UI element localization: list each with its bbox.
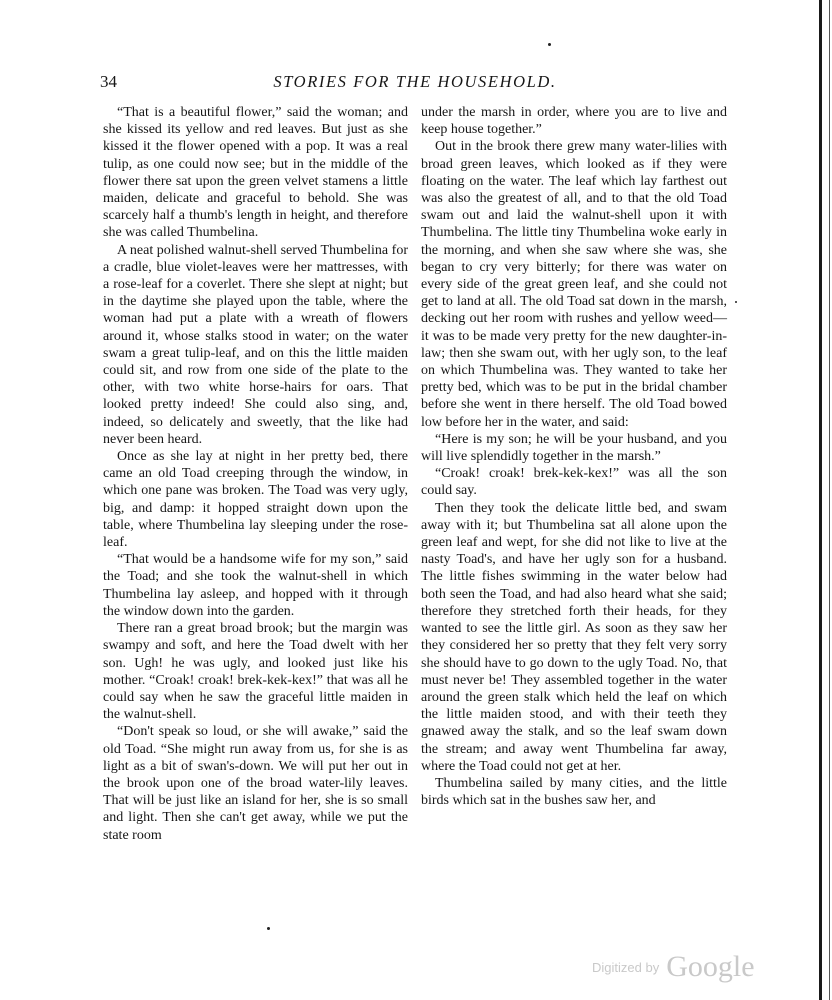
paragraph: “Here is my son; he will be your husband, and you will live splendidly together in the marsh.” — [421, 431, 727, 465]
paragraph: Then they took the delicate little bed, and swam away with it; but Thumbelina sat all alone upon the green leaf and wept, for she did not like to live at the nasty Toad's, and have her ugly son for a husband. The little fishes swimming in the water below had both seen the Toad, and had also heard what she said; therefore they stretched forth their heads, for they wanted to see the little girl. As soon as they saw her they considered her so pretty that they felt very sorry she should have to go down to the ugly Toad. No, that must never be! They assembled together in the water around the green stalk which held the leaf on which the little maiden stood, and with their teeth they gnawed away the stalk, and so the leaf swam down the stream; and away went Thumbelina far away, where the Toad could not get at her. — [421, 500, 727, 774]
page-number: 34 — [100, 72, 117, 91]
left-column — [103, 104, 408, 844]
paragraph: “That would be a handsome wife for my son,” said the Toad; and she took the walnut-shell in which Thumbelina lay asleep, and hopped with it through the window down into the garden. — [103, 552, 408, 619]
paragraph-continued: under the marsh in order, where you are to live and keep house together.” — [421, 105, 727, 138]
google-logo: Google — [666, 950, 755, 983]
paragraph: “Don't speak so loud, or she will awake,” said the old Toad. “She might run away from us, for she is as light as a bit of swan's-down. We will put her out in the brook upon one of the broad water-lily leaves. That will be just like an island for her, she is so small and light. Then she can't get away, while we put the state room — [103, 724, 408, 843]
paragraph: Thumbelina sailed by many cities, and the little birds which sat in the bushes saw her, and — [421, 775, 727, 809]
watermark-prefix: Digitized by — [592, 960, 660, 975]
paragraph: Once as she lay at night in her pretty bed, there came an old Toad creeping through the window, in which one pane was broken. The Toad was very ugly, big, and damp: it hopped straight down upon the table, where Thumbelina lay sleeping under the rose-leaf. — [103, 449, 408, 551]
paragraph: There ran a great broad brook; but the margin was swampy and soft, and here the Toad dwelt with her son. Ugh! he was ugly, and looked just like his mother. “Croak! croak! brek-kek-kex!” that was all he could say when he saw the graceful little maiden in the walnut-shell. — [103, 621, 408, 723]
print-speck — [735, 301, 737, 303]
page-edge-line — [829, 0, 830, 1000]
print-speck — [267, 927, 270, 930]
right-column — [421, 104, 727, 809]
page-edge-line — [819, 0, 822, 1000]
running-head: STORIES FOR THE HOUSEHOLD. — [273, 72, 557, 91]
paragraph: “Croak! croak! brek-kek-kex!” was all the son could say. — [421, 466, 727, 499]
paragraph: Out in the brook there grew many water-lilies with broad green leaves, which looked as if they were floating on the water. The leaf which lay farthest out was also the greatest of all, and to that the old Toad swam out and laid the walnut-shell upon it with Thumbelina. The little tiny Thumbelina woke early in the morning, and when she saw where she was, she began to cry very bitterly; for there was water on every side of the great green leaf, and she could not get to land at all. The old Toad sat down in the marsh, decking out her room with rushes and yellow weed—it was to be made very pretty for the new daughter-in-law; then she swam out, with her ugly son, to the leaf on which Thumbelina was. They wanted to take her pretty bed, which was to be put in the bridal chamber before she went in there herself. The old Toad bowed low before her in the water, and said: — [421, 139, 727, 430]
digitized-watermark — [592, 950, 755, 984]
paragraph: “That is a beautiful flower,” said the woman; and she kissed its yellow and red leaves. But just as she kissed it the flower opened with a pop. It was a real tulip, as one could now see; but in the middle of the flower there sat upon the green velvet stamens a little maiden, delicate and graceful to behold. She was scarcely half a thumb's length in height, and therefore she was called Thumbelina. — [103, 105, 408, 241]
print-speck — [548, 43, 551, 46]
paragraph: A neat polished walnut-shell served Thumbelina for a cradle, blue violet-leaves were her mattresses, with a rose-leaf for a coverlet. There she slept at night; but in the daytime she played upon the table, where the woman had put a plate with a wreath of flowers around it, whose stalks stood in water; on the water swam a great tulip-leaf, and on this the little maiden could sit, and row from one side of the plate to the other, with two white horse-hairs for oars. That looked pretty indeed! She could also sing, and, indeed, so delicately and sweetly, that the like had never been heard. — [103, 242, 408, 447]
